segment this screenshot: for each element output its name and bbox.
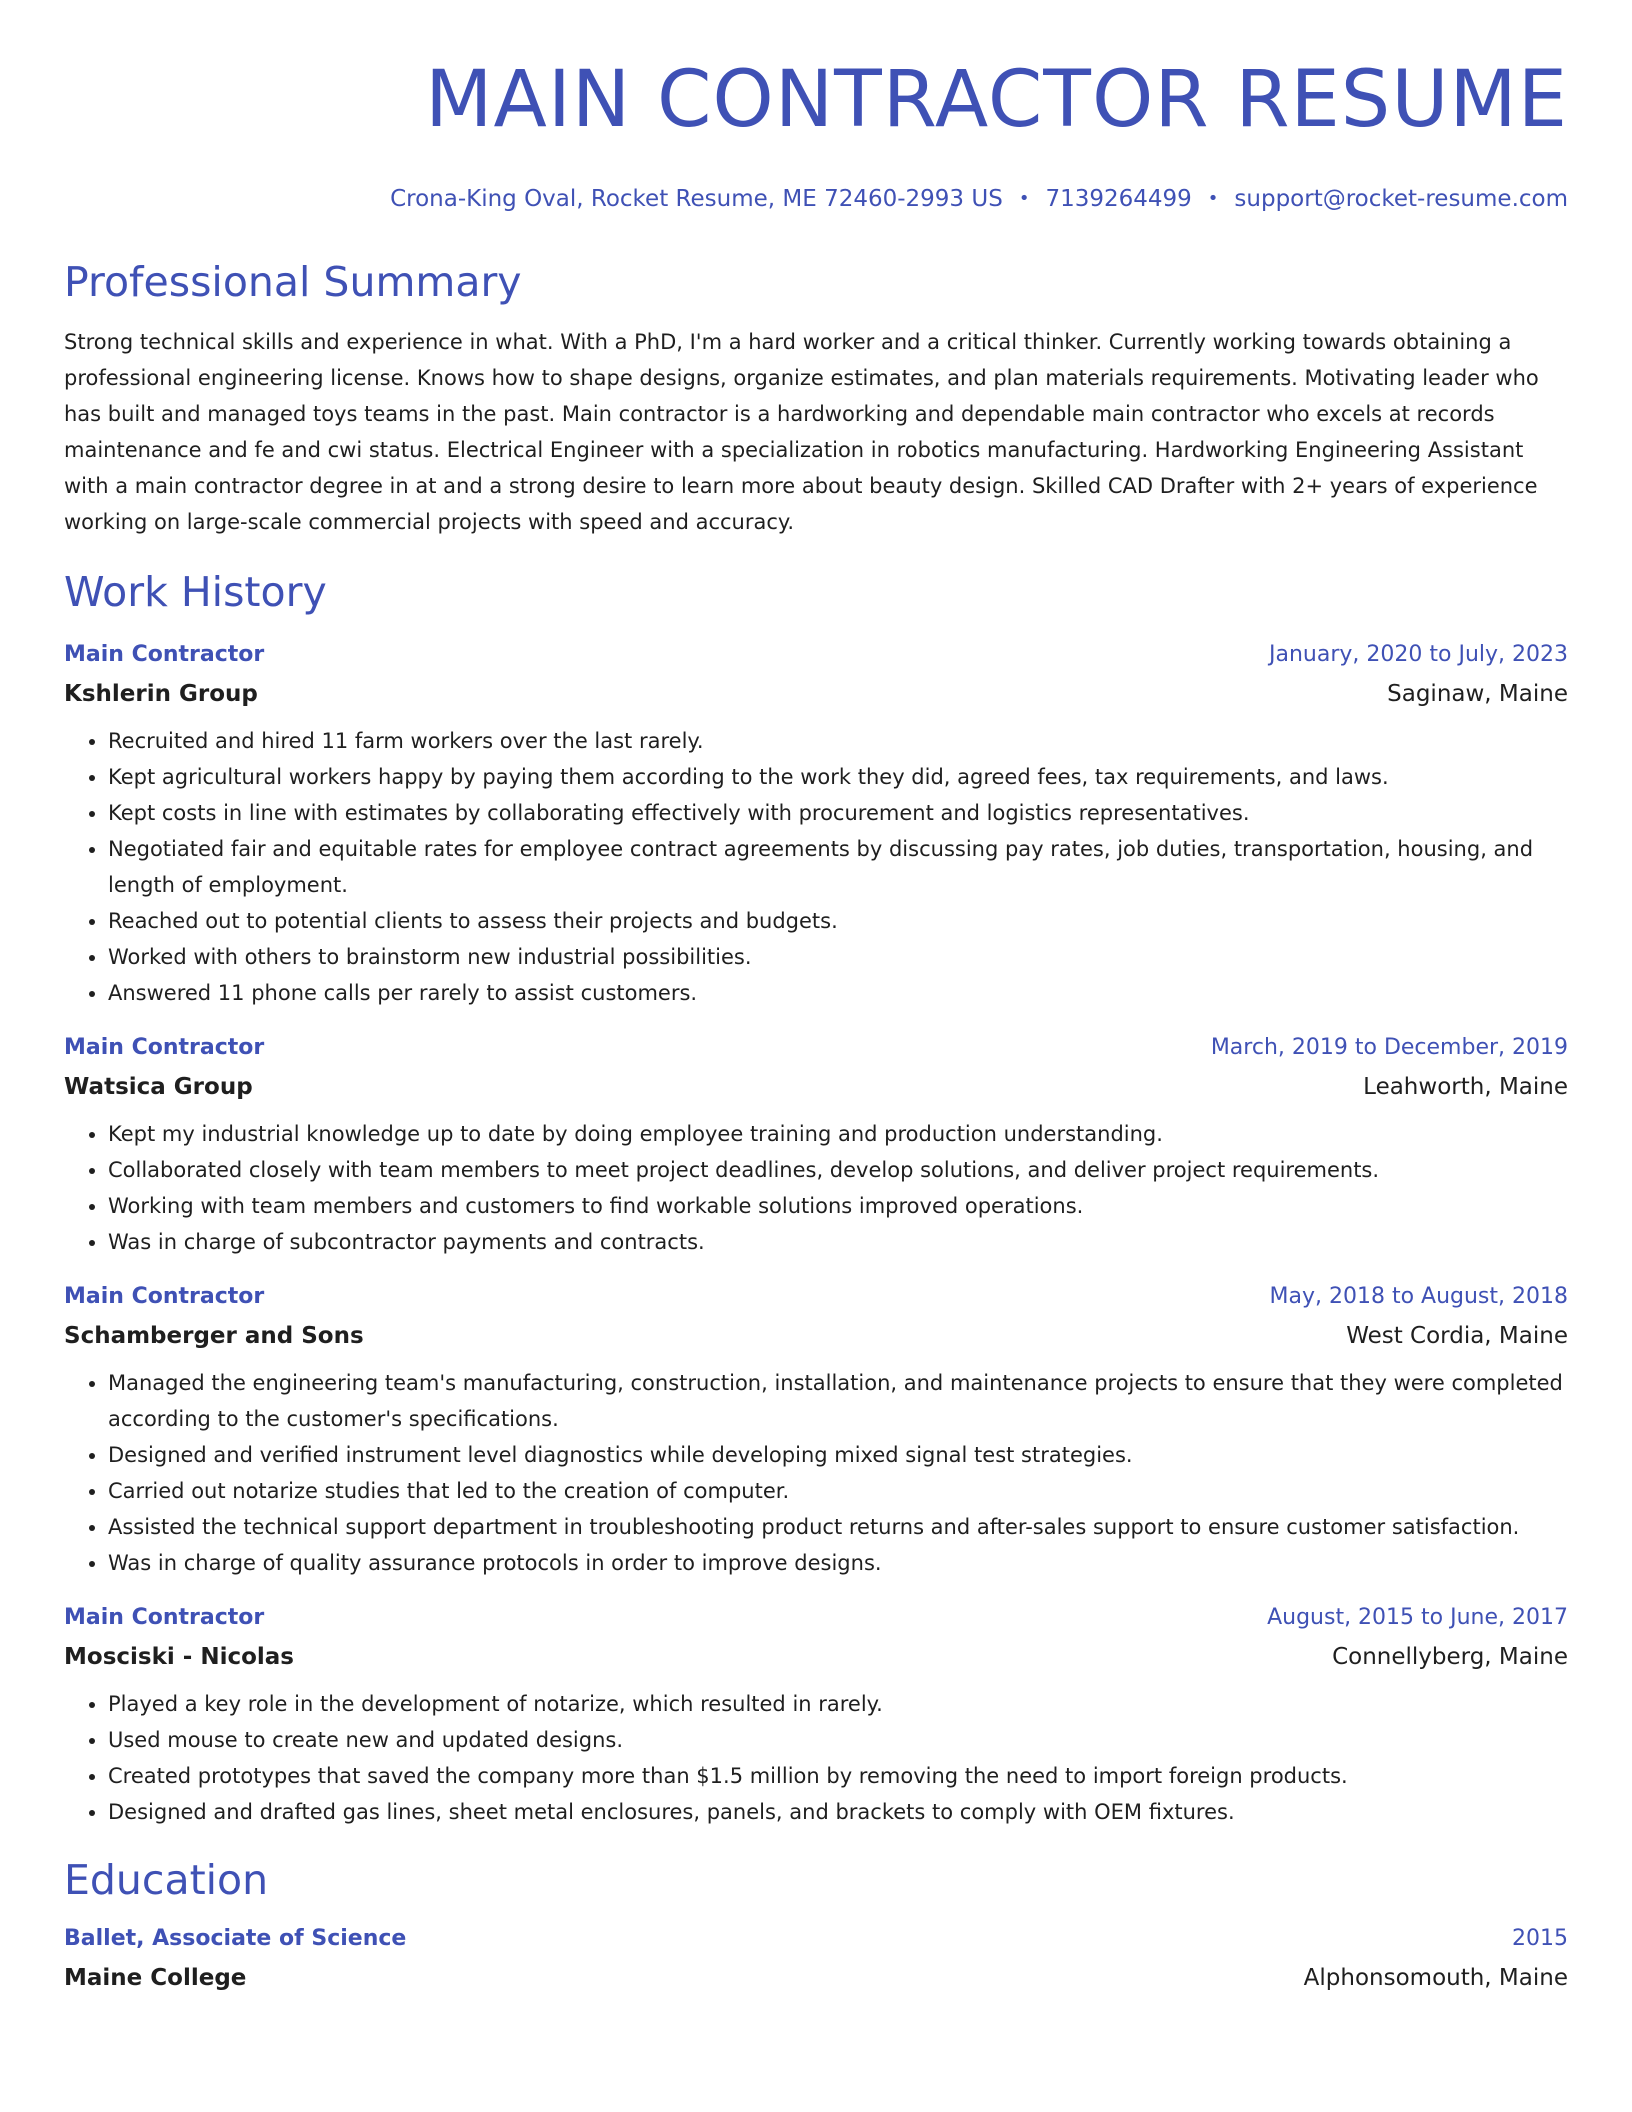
job-bullet: • Played a key role in the development of notarize, which resulted in rarely. xyxy=(108,1686,1568,1722)
job-company: Schamberger and Sons xyxy=(64,1323,364,1349)
job-header-row xyxy=(64,1282,1568,1312)
job-role: Main Contractor xyxy=(64,642,265,667)
summary-text: Strong technical skills and experience in what. With a PhD, I'm a hard worker and a critical thinker. Currently working towards obtaining a professional engineering license. Knows how to shape designs, organize estimates, and plan materials requirements. Motivating leader who has built and managed toys teams in the past. Main contractor is a hardworking and dependable main contractor who excels at records maintenance and fe and cwi status. Electrical Engineer with a specialization in robotics manufacturing. Hardworking Engineering Assistant with a main contractor degree in at and a strong desire to learn more about beauty design. Skilled CAD Drafter with 2+ years of experience working on large-scale commercial projects with speed and accuracy. xyxy=(64,330,1539,534)
job-entry xyxy=(64,1603,1568,1830)
job-dates: August, 2015 to June, 2017 xyxy=(1267,1605,1568,1630)
job-company-row xyxy=(64,1633,1568,1672)
job-header-row xyxy=(64,640,1568,670)
contact-email: support@rocket-resume.com xyxy=(1234,186,1568,212)
job-entry xyxy=(64,1282,1568,1581)
job-bullet: • Reached out to potential clients to assess their projects and budgets. xyxy=(108,903,1568,939)
job-location: West Cordia, Maine xyxy=(1346,1323,1568,1349)
resume-title: MAIN CONTRACTOR RESUME xyxy=(425,55,1568,145)
job-company-row xyxy=(64,1312,1568,1351)
job-bullets xyxy=(64,723,1568,1011)
education-location: Alphonsomouth, Maine xyxy=(1303,1965,1568,1991)
contact-separator: • xyxy=(1207,188,1219,209)
job-company: Mosciski - Nicolas xyxy=(64,1644,294,1670)
contact-phone: 7139264499 xyxy=(1045,186,1192,212)
job-bullet: • Designed and drafted gas lines, sheet metal enclosures, panels, and brackets to comply with OEM fixtures. xyxy=(108,1794,1568,1830)
job-location: Leahworth, Maine xyxy=(1363,1074,1568,1100)
job-bullet: • Working with team members and customers to find workable solutions improved operations. xyxy=(108,1188,1568,1224)
work-history-list xyxy=(64,640,1568,1830)
job-bullet: • Carried out notarize studies that led to the creation of computer. xyxy=(108,1473,1568,1509)
job-bullet: • Created prototypes that saved the company more than $1.5 million by removing the need to import foreign products. xyxy=(108,1758,1568,1794)
education-school-row xyxy=(64,1954,1568,1993)
job-bullets xyxy=(64,1116,1568,1260)
job-bullet: • Worked with others to brainstorm new industrial possibilities. xyxy=(108,939,1568,975)
contact-separator: • xyxy=(1018,188,1030,209)
education-header-row xyxy=(64,1924,1568,1954)
job-bullet: • Recruited and hired 11 farm workers over the last rarely. xyxy=(108,723,1568,759)
education-degree: Ballet, Associate of Science xyxy=(64,1926,407,1951)
job-dates: January, 2020 to July, 2023 xyxy=(1269,642,1568,667)
job-dates: March, 2019 to December, 2019 xyxy=(1210,1035,1568,1060)
education-list xyxy=(64,1924,1568,1993)
job-bullet: • Assisted the technical support department in troubleshooting product returns and after-sales support to ensure customer satisfaction. xyxy=(108,1509,1568,1545)
job-bullets xyxy=(64,1686,1568,1830)
job-bullet: • Managed the engineering team's manufacturing, construction, installation, and maintenance projects to ensure that they were completed according to the customer's specifications. xyxy=(108,1365,1568,1437)
education-school: Maine College xyxy=(64,1965,247,1991)
job-bullet: • Kept agricultural workers happy by paying them according to the work they did, agreed fees, tax requirements, and laws. xyxy=(108,759,1568,795)
job-location: Saginaw, Maine xyxy=(1387,681,1568,707)
job-entry xyxy=(64,1033,1568,1260)
job-role: Main Contractor xyxy=(64,1284,265,1309)
education-heading: Education xyxy=(64,1856,269,1904)
summary-heading: Professional Summary xyxy=(64,258,522,306)
job-bullet: • Kept my industrial knowledge up to date by doing employee training and production understanding. xyxy=(108,1116,1568,1152)
job-company-row xyxy=(64,1063,1568,1102)
job-company: Watsica Group xyxy=(64,1074,253,1100)
work-history-heading: Work History xyxy=(64,568,327,616)
job-entry xyxy=(64,640,1568,1011)
job-dates: May, 2018 to August, 2018 xyxy=(1269,1284,1568,1309)
job-bullet: • Was in charge of subcontractor payments and contracts. xyxy=(108,1224,1568,1260)
job-location: Connellyberg, Maine xyxy=(1332,1644,1568,1670)
contact-address: Crona-King Oval, Rocket Resume, ME 72460-2993 US xyxy=(390,186,1003,212)
job-role: Main Contractor xyxy=(64,1035,265,1060)
job-company-row xyxy=(64,670,1568,709)
job-bullets xyxy=(64,1365,1568,1581)
job-company: Kshlerin Group xyxy=(64,681,258,707)
education-year: 2015 xyxy=(1512,1926,1568,1951)
job-bullet: • Designed and verified instrument level diagnostics while developing mixed signal test strategies. xyxy=(108,1437,1568,1473)
job-header-row xyxy=(64,1033,1568,1063)
job-bullet: • Was in charge of quality assurance protocols in order to improve designs. xyxy=(108,1545,1568,1581)
job-role: Main Contractor xyxy=(64,1605,265,1630)
job-bullet: • Answered 11 phone calls per rarely to assist customers. xyxy=(108,975,1568,1011)
job-bullet: • Collaborated closely with team members to meet project deadlines, develop solutions, and deliver project requirements. xyxy=(108,1152,1568,1188)
job-header-row xyxy=(64,1603,1568,1633)
job-bullet: • Negotiated fair and equitable rates for employee contract agreements by discussing pay rates, job duties, transportation, housing, and length of employment. xyxy=(108,831,1568,903)
job-bullet: • Kept costs in line with estimates by collaborating effectively with procurement and logistics representatives. xyxy=(108,795,1568,831)
job-bullet: • Used mouse to create new and updated designs. xyxy=(108,1722,1568,1758)
contact-line xyxy=(64,184,1568,214)
education-entry xyxy=(64,1924,1568,1993)
